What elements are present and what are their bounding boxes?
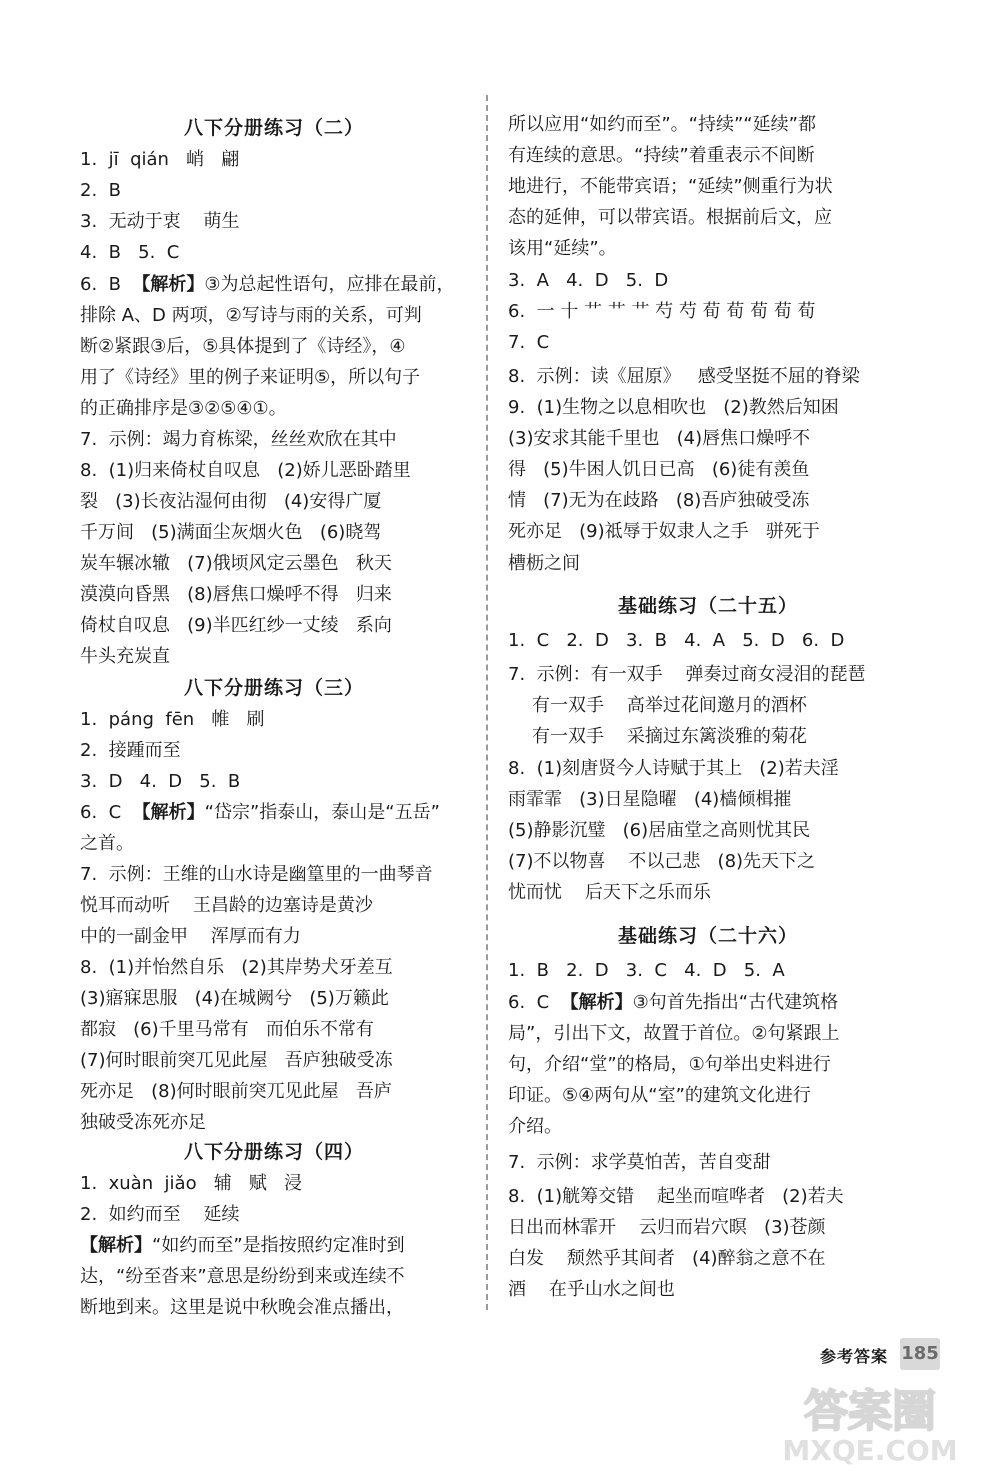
answer-line: 地进行，不能带宾语；“延续”侧重行为状 — [508, 176, 833, 197]
answer-line: 1. xuàn jiǎo 辅 赋 浸 — [80, 1173, 303, 1194]
answer-line: 6. B 【解析】③为总起性语句，应排在最前， — [80, 274, 455, 295]
analysis-tag: 【解析】 — [80, 1235, 152, 1256]
answer-line: 忧而忧 后天下之乐而乐 — [508, 882, 711, 903]
answer-line: 雨霏霏 (3)日星隐曜 (4)樯倾楫摧 — [508, 789, 792, 810]
answer-line: 2. 接踵而至 — [80, 740, 181, 761]
answer-line: 牛头充炭直 — [80, 646, 170, 667]
answer-line: 的正确排序是③②⑤④①。 — [80, 398, 287, 419]
answer-line: 独破受冻死亦足 — [80, 1112, 206, 1133]
answer-line: 该用“延续”。 — [508, 238, 617, 259]
answer-line: 3. A 4. D 5. D — [508, 270, 669, 291]
answer-line: 4. B 5. C — [80, 242, 180, 263]
page-number: 185 — [900, 1338, 940, 1370]
answer-line: 达，“纷至沓来”意思是纷纷到来或连续不 — [80, 1266, 405, 1287]
answer-line: 介绍。 — [508, 1116, 562, 1137]
answer-line: 有一双手 高举过花间邀月的酒杯 — [532, 695, 807, 716]
answer-line: 1. C 2. D 3. B 4. A 5. D 6. D — [508, 630, 845, 651]
answer-line: 炭车辗冰辙 (7)俄顷风定云墨色 秋天 — [80, 553, 392, 574]
answer-line: 排除 A、D 两项，②写诗与雨的关系，可判 — [80, 305, 422, 326]
answer-line: 断②紧跟③后，⑤具体提到了《诗经》，④ — [80, 336, 406, 357]
answer-line: (5)静影沉璧 (6)居庙堂之高则忧其民 — [508, 820, 811, 841]
answer-line: 得 (5)牛困人饥日已高 (6)徒有羡鱼 — [508, 459, 810, 480]
section-heading: 基础练习（二十五） — [617, 595, 798, 617]
answer-line: 悦耳而动听 王昌龄的边塞诗是黄沙 — [80, 895, 373, 916]
answer-line: 断地到来。这里是说中秋晚会准点播出， — [80, 1297, 404, 1318]
answer-line: 7. C — [508, 332, 550, 353]
analysis-tag: 【解析】 — [132, 802, 205, 823]
stroke-order-line: 6. 一 十 艹 艹 艹 芍 芍 荀 荀 荀 荀 荀 — [508, 301, 816, 322]
answer-line: 7. 示例：竭力育栋梁，丝丝欢欣在其中 — [80, 429, 397, 450]
answer-line: 所以应用“如约而至”。“持续”“延续”都 — [508, 114, 816, 135]
answer-line: 2. 如约而至 延续 — [80, 1204, 240, 1225]
answer-line: 有一双手 采摘过东篱淡雅的菊花 — [532, 726, 807, 747]
answer-line: 1. jī qián 峭 翩 — [80, 149, 240, 170]
answer-line: 7. 示例：有一双手 弹奏过商女浸泪的琵琶 — [508, 664, 866, 685]
answer-line: 裂 (3)长夜沾湿何由彻 (4)安得广厦 — [80, 491, 382, 512]
answer-line: 印证。⑤④两句从“室”的建筑文化进行 — [508, 1085, 811, 1106]
answer-line: 7. 示例：求学莫怕苦，苦自变甜 — [508, 1152, 771, 1173]
answer-line: 用了《诗经》里的例子来证明⑤，所以句子 — [80, 367, 421, 388]
answer-line: (7)不以物喜 不以己悲 (8)先天下之 — [508, 851, 816, 872]
answer-line: 3. 无动于衷 萌生 — [80, 211, 240, 232]
answer-line: 8. (1)归来倚杖自叹息 (2)娇儿恶卧踏里 — [80, 460, 411, 481]
column-divider — [486, 95, 488, 1310]
answer-line: 态的延伸，可以带宾语。根据前后文，应 — [508, 207, 832, 228]
answer-line: (7)何时眼前突兀见此屋 吾庐独破受冻 — [80, 1050, 393, 1071]
answer-line: 之首。 — [80, 833, 134, 854]
answer-line: 7. 示例：王维的山水诗是幽篁里的一曲琴音 — [80, 864, 433, 885]
answer-line: 8. (1)刻唐贤今人诗赋于其上 (2)若夫淫 — [508, 758, 839, 779]
analysis-tag: 【解析】 — [132, 274, 205, 295]
watermark-logo — [755, 1378, 985, 1468]
answer-line: 都寂 (6)千里马常有 而伯乐不常有 — [80, 1019, 374, 1040]
answer-line: 【解析】“如约而至”是指按照约定准时到 — [80, 1235, 405, 1256]
section-heading: 八下分册练习（二） — [183, 117, 364, 139]
answer-line: 2. B — [80, 180, 121, 201]
answer-line: 千万间 (5)满面尘灰烟火色 (6)晓驾 — [80, 522, 382, 543]
answer-line: 白发 颓然乎其间者 (4)醉翁之意不在 — [508, 1248, 826, 1269]
answer-line: 8. 示例：读《屈原》 感受坚挺不屈的脊梁 — [508, 366, 860, 387]
answer-line: 情 (7)无为在歧路 (8)吾庐独破受冻 — [508, 490, 810, 511]
answer-line: 死亦足 (9)祗辱于奴隶人之手 骈死于 — [508, 521, 820, 542]
section-heading: 八下分册练习（三） — [183, 677, 364, 699]
answer-line: 槽枥之间 — [508, 553, 580, 574]
answer-line: 中的一副金甲 浑厚而有力 — [80, 926, 301, 947]
footer-label: 参考答案 — [820, 1347, 889, 1366]
svg-text:MXQE.COM: MXQE.COM — [782, 1434, 958, 1467]
section-heading: 八下分册练习（四） — [183, 1141, 364, 1163]
answer-line: 1. B 2. D 3. C 4. D 5. A — [508, 960, 785, 981]
answer-line: 有连续的意思。“持续”着重表示不间断 — [508, 145, 815, 166]
answer-line: 日出而林霏开 云归而岩穴暝 (3)苍颜 — [508, 1217, 826, 1238]
answer-line: 漠漠向昏黑 (8)唇焦口燥呼不得 归来 — [80, 584, 392, 605]
answer-line: 8. (1)觥筹交错 起坐而喧哗者 (2)若夫 — [508, 1186, 844, 1207]
answer-line: 死亦足 (8)何时眼前突兀见此屋 吾庐 — [80, 1081, 392, 1102]
answer-line: (3)寤寐思服 (4)在城阙兮 (5)万籁此 — [80, 988, 389, 1009]
answer-line: 9. (1)生物之以息相吹也 (2)教然后知困 — [508, 397, 839, 418]
section-heading: 基础练习（二十六） — [617, 925, 798, 947]
svg-text:答案圈: 答案圈 — [804, 1386, 936, 1437]
answer-line: 酒 在乎山水之间也 — [508, 1279, 675, 1300]
answer-line: 6. C 【解析】③句首先指出“古代建筑格 — [508, 992, 839, 1013]
answer-line: 8. (1)并怡然自乐 (2)其岸势犬牙差互 — [80, 957, 393, 978]
answer-line: 局”，引出下文，故置于首位。②句紧跟上 — [508, 1023, 840, 1044]
answer-line: 6. C 【解析】“岱宗”指泰山，泰山是“五岳” — [80, 802, 440, 823]
answer-line: 3. D 4. D 5. B — [80, 771, 241, 792]
analysis-tag: 【解析】 — [560, 992, 633, 1013]
answer-line: (3)安求其能千里也 (4)唇焦口燥呼不 — [508, 428, 811, 449]
answer-line: 句，介绍“堂”的格局，①句举出史料进行 — [508, 1054, 831, 1075]
answer-line: 倚杖自叹息 (9)半匹红纱一丈绫 系向 — [80, 615, 392, 636]
answer-line: 1. páng fēn 帷 刷 — [80, 709, 265, 730]
